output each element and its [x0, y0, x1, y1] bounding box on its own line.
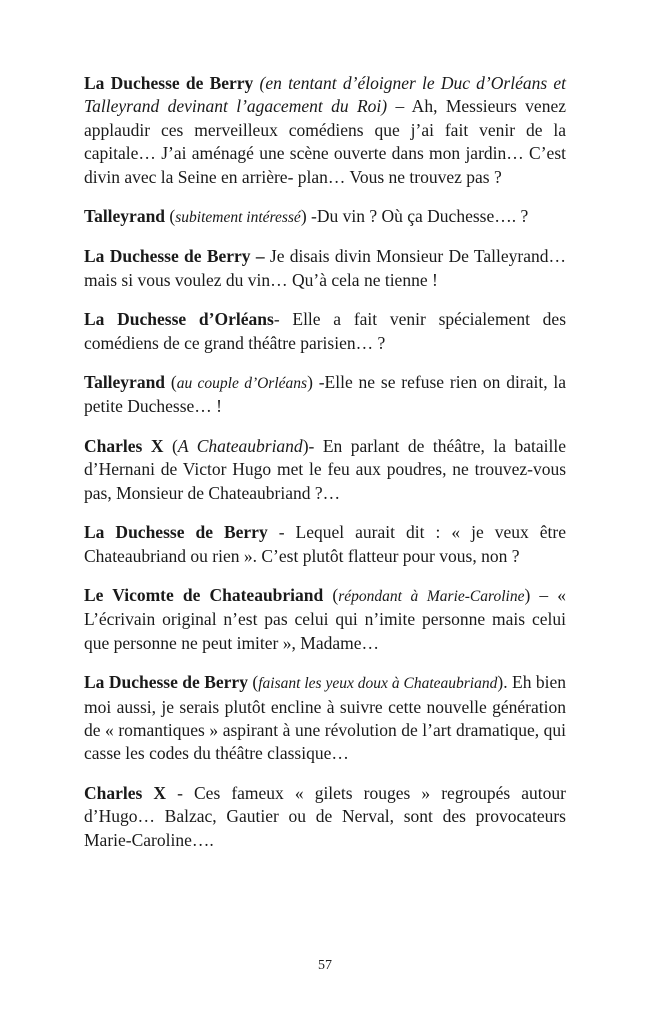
direction-prefix: ( — [323, 584, 339, 605]
stage-direction: A Chateaubriand — [177, 435, 303, 456]
speaker-name: La Duchesse de Berry – — [84, 246, 265, 267]
dialogue-text: ) – « L’écrivain original n’est pas celui qui n’imite personne mais celui que personne ne peut imiter », Madame… — [84, 584, 567, 653]
speaker-name: La Duchesse d’Orléans — [84, 309, 274, 330]
dialogue-paragraph — [84, 371, 566, 419]
dialogue-paragraph — [84, 782, 566, 852]
speaker-name: La Duchesse de Berry — [84, 73, 254, 93]
dialogue-paragraph — [84, 671, 566, 766]
speaker-name: La Duchesse de Berry — [84, 672, 248, 693]
stage-direction: faisant les yeux doux à Chateaubriand — [258, 675, 498, 693]
dialogue-text: - Ces fameux « gilets rouges » regroupés autour d’Hugo… Balzac, Gautier ou de Nerval, sont des provocateurs Marie-Caroline…. — [84, 782, 566, 850]
dialogue-text: ) -Du vin ? Où ça Duchesse…. ? — [300, 206, 529, 227]
direction-prefix: ( — [163, 435, 178, 456]
dialogue-paragraph — [84, 584, 566, 655]
stage-direction: au couple d’Orléans — [176, 375, 308, 393]
dialogue-text: Je disais divin Monsieur De Talleyrand… mais si vous voulez du vin… Qu’à cela ne tienne ! — [84, 246, 566, 290]
dialogue-paragraph — [84, 435, 566, 505]
speaker-name: Talleyrand — [84, 206, 166, 227]
dialogue-text: )- En parlant de théâtre, la bataille d’Hernani de Victor Hugo met le feu aux poudres, ne trouvez-vous pas, Monsieur de Chateaubriand ?… — [84, 435, 567, 503]
direction-prefix: ( — [247, 672, 259, 693]
speaker-name: Charles X — [84, 435, 164, 456]
dialogue-paragraph — [84, 245, 566, 292]
dialogue-paragraph — [84, 72, 566, 189]
dialogue-text: - Lequel aurait dit : « je veux être Chateaubriand ou rien ». C’est plutôt flatteur pour vous, non ? — [84, 522, 566, 566]
page-text — [84, 72, 566, 868]
dialogue-text: – Ah, Messieurs venez applaudir ces merveilleux comédiens que j’ai fait venir de la capitale… J’ai aménagé une scène ouverte dans mon jardin… C’est divin avec la Seine en arrière- plan… Vous ne trouvez pas ? — [84, 96, 566, 187]
stage-direction: subitement intéressé — [175, 209, 301, 227]
direction-prefix: ( — [165, 372, 177, 393]
dialogue-text: - Elle a fait venir spécialement des comédiens de ce grand théâtre parisien… ? — [84, 309, 567, 353]
stage-direction: (en tentant d’éloigner le Duc d’Orléans et Talleyrand devinant l’agacement du Roi) — [84, 73, 566, 117]
speaker-name: La Duchesse de Berry — [84, 522, 268, 543]
speaker-name: Talleyrand — [84, 372, 166, 393]
dialogue-paragraph — [84, 521, 566, 568]
direction-prefix: ( — [165, 206, 176, 227]
dialogue-text: ). Eh bien moi aussi, je serais plutôt encline à suivre cette nouvelle génération de « romantiques » aspirant à une révolution de l’art dramatique, qui casse les codes du théâtre classique… — [84, 672, 566, 764]
dialogue-text: ) -Elle ne se refuse rien on dirait, la petite Duchesse… ! — [84, 372, 567, 417]
dialogue-paragraph — [84, 205, 566, 229]
speaker-name: Le Vicomte de Chateaubriand — [84, 584, 324, 605]
page-number: 57 — [318, 958, 332, 973]
stage-direction: répondant à Marie-Caroline — [338, 587, 525, 605]
speaker-name: Charles X — [84, 782, 167, 803]
dialogue-paragraph — [84, 308, 566, 355]
